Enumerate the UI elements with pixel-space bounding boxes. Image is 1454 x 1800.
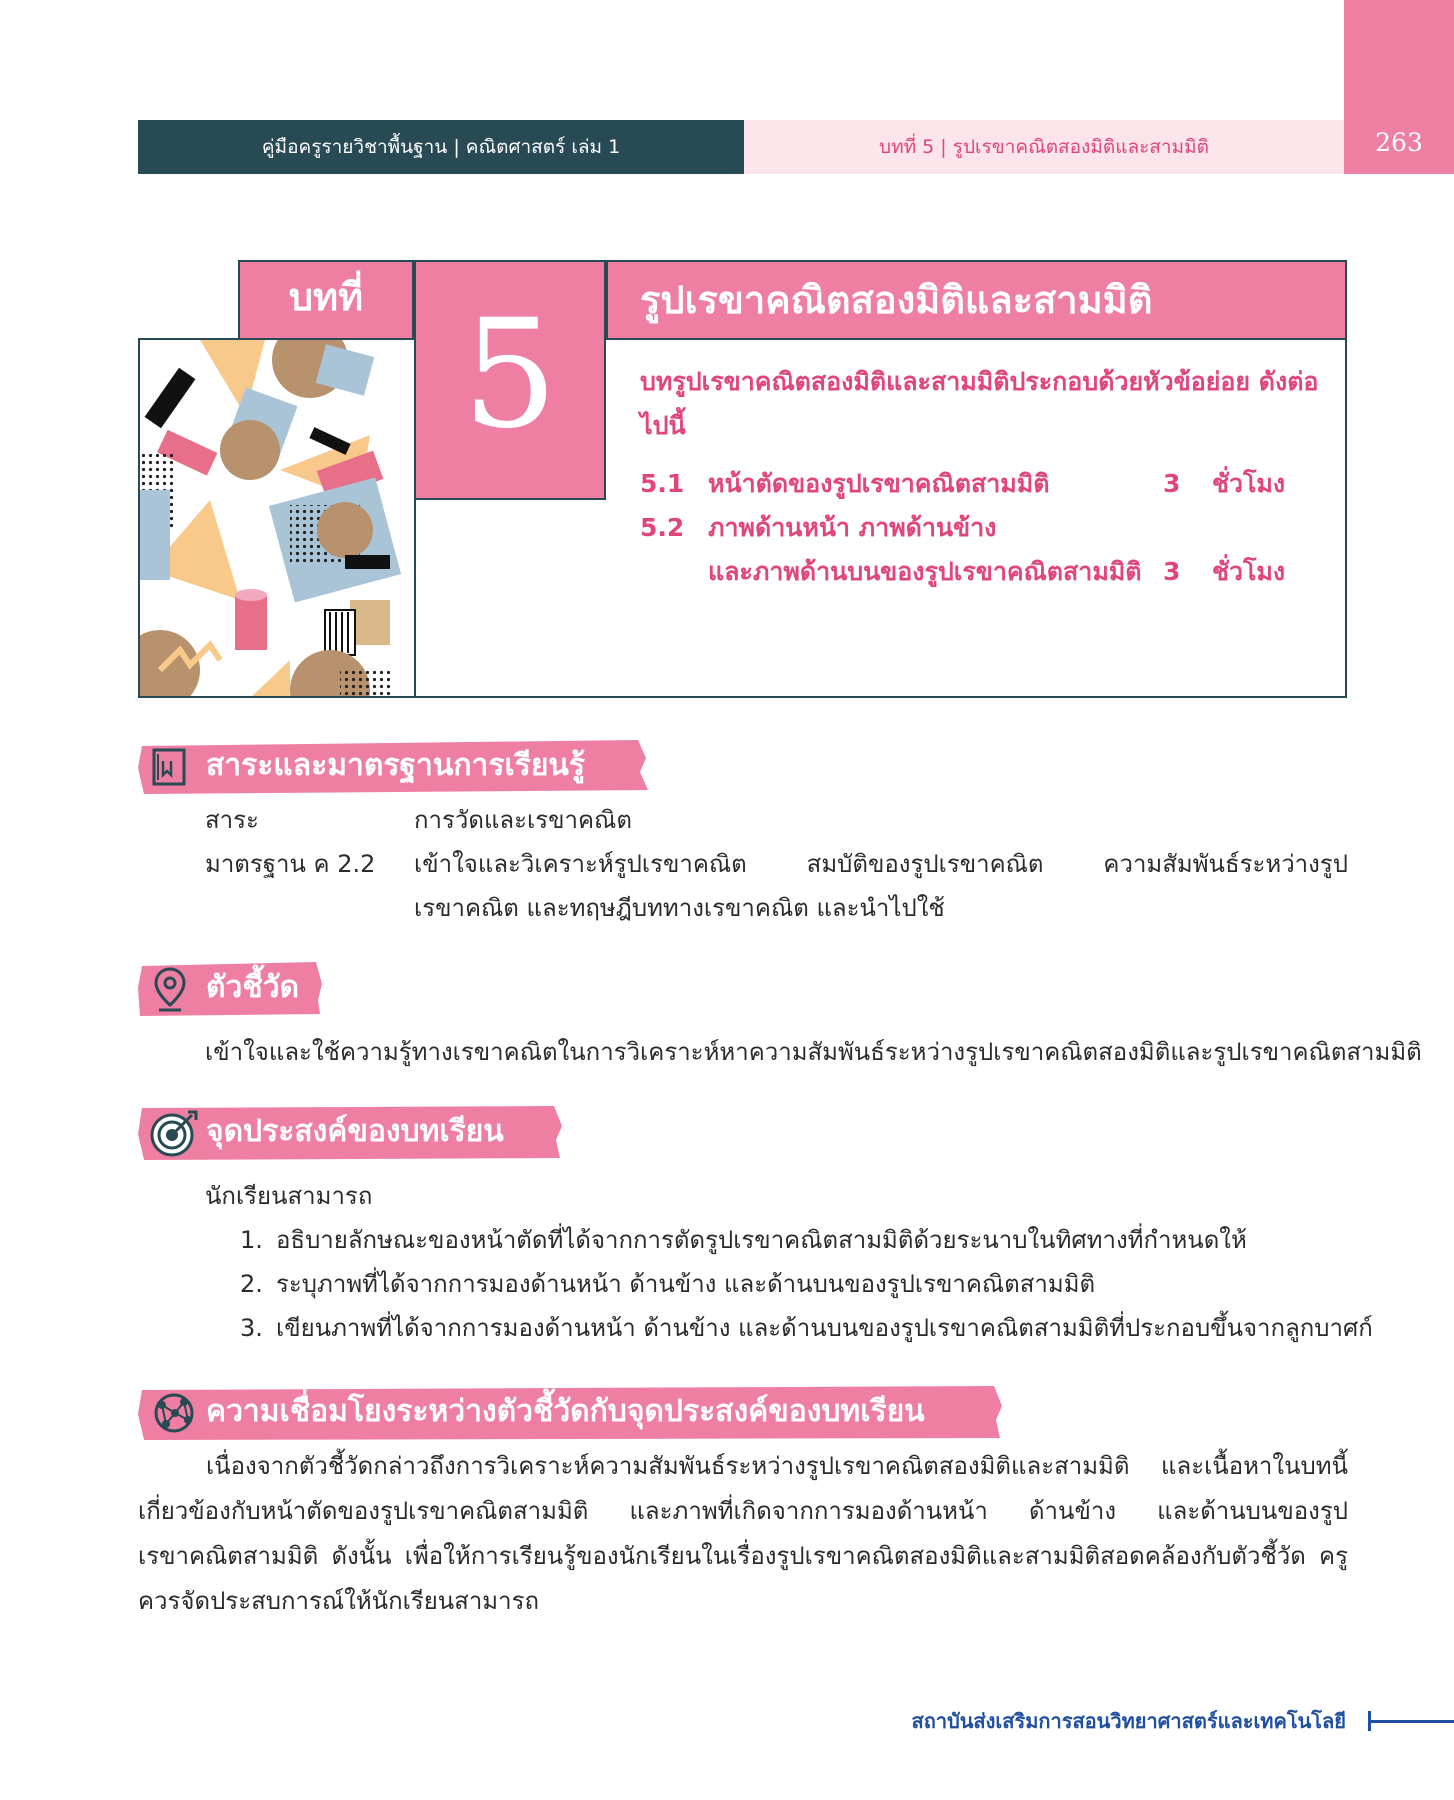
footer-institution: สถาบันส่งเสริมการสอนวิทยาศาสตร์และเทคโนโลยี (911, 1709, 1346, 1733)
geometric-shapes-illustration (140, 340, 416, 698)
connection-paragraph: เนื่องจากตัวชี้วัดกล่าวถึงการวิเคราะห์ความสัมพันธ์ระหว่างรูปเรขาคณิตสองมิติและสามมิติ และเนื้อหาในบทนี้เกี่ยวข้องกับหน้าตัดของรูปเรขาคณิตสามมิติ และภาพที่เกิดจากการมองด้านหน้า ด้านข้าง และด้านบนของรูปเรขาคณิตสามมิติ ดังนั้น เพื่อให้การเรียนรู้ของนักเรียนในเรื่องรูปเรขาคณิตสองมิติและสามมิติสอดคล้องกับตัวชี้วัด ครูควรจัดประสบการณ์ให้นักเรียนสามารถ (138, 1452, 1348, 1615)
location-pin-icon (150, 965, 190, 1013)
page-number: 263 (1375, 128, 1423, 157)
topic-title: หน้าตัดของรูปเรขาคณิตสามมิติ (708, 469, 1050, 498)
standards-label-strand: สาระ (205, 806, 259, 834)
objective-item: อธิบายลักษณะของหน้าตัดที่ได้จากการตัดรูปเรขาคณิตสามมิติด้วยระนาบในทิศทางที่กำหนดให้ (276, 1226, 1247, 1254)
objective-number: 1. (240, 1226, 263, 1254)
chapter-title: รูปเรขาคณิตสองมิติและสามมิติ (640, 278, 1153, 322)
standards-text-strand: การวัดและเรขาคณิต (414, 806, 632, 834)
topic-number: 5.2 (640, 513, 685, 542)
chapter-label: บทที่ (288, 275, 364, 319)
objective-number: 2. (240, 1270, 263, 1298)
chapter-number: 5 (462, 288, 558, 462)
book-icon (148, 745, 192, 789)
network-icon (148, 1388, 200, 1438)
footer-rule (1370, 1720, 1454, 1723)
objective-item: ระบุภาพที่ได้จากการมองด้านหน้า ด้านข้าง และด้านบนของรูปเรขาคณิตสามมิติ (276, 1270, 1096, 1298)
topic-number: 5.1 (640, 469, 685, 498)
topic-hours-value: 3 (1163, 469, 1181, 498)
topic-hours (1163, 462, 1180, 506)
objective-item: เขียนภาพที่ได้จากการมองด้านหน้า ด้านข้าง และด้านบนของรูปเรขาคณิตสามมิติที่ประกอบขึ้นจากลูกบาศก์ (276, 1314, 1373, 1342)
objectives-heading: จุดประสงค์ของบทเรียน (206, 1114, 504, 1149)
header-chapter-title: บทที่ 5 | รูปเรขาคณิตสองมิติและสามมิติ (879, 136, 1209, 158)
standards-text-standard: เข้าใจและวิเคราะห์รูปเรขาคณิต สมบัติของรูปเรขาคณิต ความสัมพันธ์ระหว่างรูปเรขาคณิต และทฤษฎีบททางเรขาคณิต และนำไปใช้ (414, 850, 1348, 922)
standards-heading: สาระและมาตรฐานการเรียนรู้ (206, 748, 586, 783)
connection-heading: ความเชื่อมโยงระหว่างตัวชี้วัดกับจุดประสงค์ของบทเรียน (206, 1394, 925, 1429)
topic-hours (1163, 550, 1180, 594)
indicator-heading: ตัวชี้วัด (206, 970, 300, 1005)
topic-title: ภาพด้านหน้า ภาพด้านข้าง (708, 513, 997, 542)
indicator-text: เข้าใจและใช้ความรู้ทางเรขาคณิตในการวิเคราะห์หาความสัมพันธ์ระหว่างรูปเรขาคณิตสองมิติและรูปเรขาคณิตสามมิติ (205, 1038, 1422, 1066)
chapter-illustration (138, 338, 416, 698)
topic-title-continued: และภาพด้านบนของรูปเรขาคณิตสามมิติ (708, 557, 1142, 586)
topic-item (640, 506, 996, 550)
topic-hours-unit: ชั่วโมง (1212, 557, 1286, 586)
target-icon (148, 1108, 200, 1158)
topic-item (640, 462, 1049, 506)
chapter-intro: บทรูปเรขาคณิตสองมิติและสามมิติประกอบด้วยหัวข้อย่อย ดังต่อไปนี้ (640, 367, 1319, 440)
header-book-title: คู่มือครูรายวิชาพื้นฐาน | คณิตศาสตร์ เล่ม 1 (261, 136, 621, 158)
objectives-lead: นักเรียนสามารถ (205, 1182, 373, 1210)
topic-hours-unit: ชั่วโมง (1212, 469, 1286, 498)
objective-number: 3. (240, 1314, 263, 1342)
standards-label-standard: มาตรฐาน ค 2.2 (205, 850, 376, 878)
topic-hours-value: 3 (1163, 557, 1181, 586)
